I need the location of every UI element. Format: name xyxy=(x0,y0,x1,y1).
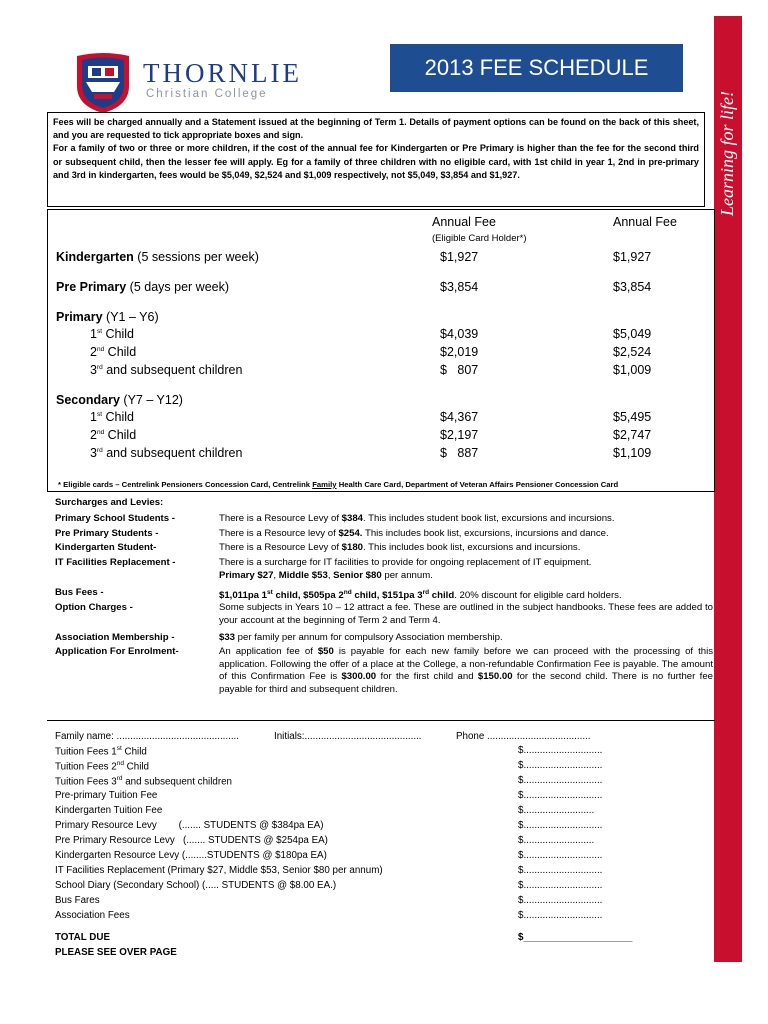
kinder-levy-text: There is a Resource Levy of $180. This includes book list, excursions and incursions. xyxy=(219,542,581,553)
school-subtitle: Christian College xyxy=(146,88,268,100)
primary-row-1: 1st Child xyxy=(90,327,134,341)
secondary-row-2: 2nd Child xyxy=(90,428,137,442)
kinder-tuition-amount[interactable]: $.......................... xyxy=(518,805,595,816)
tuition-2-amount[interactable]: $............................. xyxy=(518,760,603,771)
preprimary-levy-text: There is a Resource levy of $254. This includes book list, excursions, incursions and dance. xyxy=(219,528,609,539)
primary-levy-amount[interactable]: $............................. xyxy=(518,820,603,831)
primary-levy-label: Primary School Students - xyxy=(55,513,175,524)
secondary-note: (Y7 – Y12) xyxy=(123,393,183,407)
kinder-levy-form-label: Kindergarten Resource Levy (........STUDENTS @ $180pa EA) xyxy=(55,850,327,861)
primary-2-card-fee: $2,019 xyxy=(440,345,479,359)
primary-1-fee: $5,049 xyxy=(613,327,652,341)
association-label: Association Membership - xyxy=(55,632,175,643)
preprimary-levy-form-label: Pre Primary Resource Levy (....... STUDENTS @ $254pa EA) xyxy=(55,835,328,846)
kindergarten-row xyxy=(56,250,259,264)
kindergarten-note: (5 sessions per week) xyxy=(137,250,259,264)
family-name-field[interactable]: Family name: ............................................. xyxy=(55,731,240,742)
preprimary-tuition-label: Pre-primary Tuition Fee xyxy=(55,790,158,801)
eligible-cards-footnote: * Eligible cards – Centrelink Pensioners Concession Card, Centrelink Family Health Care Card, Department of Veteran Affairs Pensioner Concession Card xyxy=(58,480,619,489)
kindergarten-label: Kindergarten xyxy=(56,250,134,264)
secondary-3-card-fee: $ 887 xyxy=(440,446,479,460)
preprimary-note: (5 days per week) xyxy=(129,280,230,294)
initials-field[interactable]: Initials:........................................... xyxy=(274,731,422,742)
school-name: THORNLIE xyxy=(143,58,302,88)
it-replacement-label: IT Facilities Replacement (Primary $27, Middle $53, Senior $80 per annum) xyxy=(55,865,383,876)
surcharges-heading: Surcharges and Levies: xyxy=(55,497,164,508)
preprimary-card-fee: $3,854 xyxy=(440,280,479,294)
see-over-page: PLEASE SEE OVER PAGE xyxy=(55,947,177,958)
association-fees-amount[interactable]: $............................. xyxy=(518,910,603,921)
secondary-2-card-fee: $2,197 xyxy=(440,428,479,442)
primary-note: (Y1 – Y6) xyxy=(106,310,159,324)
secondary-row-3: 3rd and subsequent children xyxy=(90,446,243,460)
secondary-2-fee: $2,747 xyxy=(613,428,652,442)
school-diary-amount[interactable]: $............................. xyxy=(518,880,603,891)
primary-levy-form-label: Primary Resource Levy (....... STUDENTS @ $384pa EA) xyxy=(55,820,324,831)
side-slogan-text: Learning for life! xyxy=(717,91,737,216)
secondary-1-card-fee: $4,367 xyxy=(440,410,479,424)
tuition-2-label: Tuition Fees 2nd Child xyxy=(55,760,150,773)
kindergarten-card-fee: $1,927 xyxy=(440,250,479,264)
primary-3-card-fee: $ 807 xyxy=(440,363,479,377)
tuition-3-label: Tuition Fees 3rd and subsequent children xyxy=(55,775,232,788)
kindergarten-fee: $1,927 xyxy=(613,250,652,264)
primary-2-fee: $2,524 xyxy=(613,345,652,359)
phone-field[interactable]: Phone ...................................... xyxy=(456,731,591,742)
association-fees-label: Association Fees xyxy=(55,910,130,921)
preprimary-levy-amount[interactable]: $.......................... xyxy=(518,835,595,846)
kinder-levy-amount[interactable]: $............................. xyxy=(518,850,603,861)
secondary-row-1: 1st Child xyxy=(90,410,134,424)
preprimary-fee: $3,854 xyxy=(613,280,652,294)
section-divider xyxy=(47,720,715,721)
bus-fees-text: $1,011pa 1st child, $505pa 2nd child, $151pa 3rd child. 20% discount for eligible card holders. xyxy=(219,589,622,602)
bus-fares-label: Bus Fares xyxy=(55,895,100,906)
col2-header: Annual Fee xyxy=(613,215,677,229)
preprimary-levy-label: Pre Primary Students - xyxy=(55,528,159,539)
it-levy-text: There is a surcharge for IT facilities to provide for ongoing replacement of IT equipment. Primary $27, Middle $53, Senior $80 per annum. xyxy=(219,557,592,581)
page-title: 2013 FEE SCHEDULE xyxy=(390,44,683,92)
side-slogan xyxy=(714,16,742,226)
preprimary-tuition-amount[interactable]: $............................. xyxy=(518,790,603,801)
preprimary-label: Pre Primary xyxy=(56,280,127,294)
tuition-3-amount[interactable]: $............................. xyxy=(518,775,603,786)
primary-label: Primary xyxy=(56,310,103,324)
primary-row-2: 2nd Child xyxy=(90,345,137,359)
preprimary-row xyxy=(56,280,229,294)
intro-notice xyxy=(47,112,705,207)
primary-levy-text: There is a Resource Levy of $384. This includes student book list, excursions and incursions. xyxy=(219,513,615,524)
school-diary-label: School Diary (Secondary School) (..... STUDENTS @ $8.00 EA.) xyxy=(55,880,337,891)
application-text: An application fee of $50 is payable for each new family before we can proceed with the processing of this application. Following the offer of a place at the College, a non-refundable Confirmation Fee is payable. The amount of this Confirmation Fee is $300.00 for the first child and $150.00 for the second child. There is no further fee payable for third and subsequent children. xyxy=(219,646,713,695)
option-charges-label: Option Charges - xyxy=(55,602,133,613)
secondary-heading xyxy=(56,393,183,407)
bus-fees-label: Bus Fees - xyxy=(55,587,104,598)
secondary-1-fee: $5,495 xyxy=(613,410,652,424)
school-crest-logo xyxy=(74,52,132,114)
it-replacement-amount[interactable]: $............................. xyxy=(518,865,603,876)
col1-subheader: (Eligible Card Holder*) xyxy=(432,233,527,244)
primary-heading xyxy=(56,310,159,324)
tuition-1-amount[interactable]: $............................. xyxy=(518,745,603,756)
primary-1-card-fee: $4,039 xyxy=(440,327,479,341)
bus-fares-amount[interactable]: $............................. xyxy=(518,895,603,906)
tuition-1-label: Tuition Fees 1st Child xyxy=(55,745,147,758)
total-due-amount[interactable]: $____________________ xyxy=(518,932,633,943)
association-text: $33 per family per annum for compulsory Association membership. xyxy=(219,632,503,643)
intro-paragraph-1: Fees will be charged annually and a Statement issued at the beginning of Term 1. Details of payment options can be found on the back of this sheet, and you are requested to tick appropriate boxes and sign. xyxy=(53,117,699,141)
total-due-label: TOTAL DUE xyxy=(55,932,110,943)
primary-3-fee: $1,009 xyxy=(613,363,652,377)
kinder-tuition-label: Kindergarten Tuition Fee xyxy=(55,805,163,816)
application-label: Application For Enrolment- xyxy=(55,646,179,657)
primary-row-3: 3rd and subsequent children xyxy=(90,363,243,377)
option-charges-text: Some subjects in Years 10 – 12 attract a fee. These are outlined in the subject handbooks. These fees are added to your account at the beginning of Term 2 and Term 4. xyxy=(219,602,713,626)
secondary-3-fee: $1,109 xyxy=(613,446,652,460)
it-levy-label: IT Facilities Replacement - xyxy=(55,557,176,568)
intro-paragraph-2: For a family of two or three or more children, if the cost of the annual fee for Kindergarten or Pre Primary is higher than the fee for the second third or subsequent child, then the lesser fee will apply. Eg for a family of three children with no eligible card, with 1st child in year 1, 2nd in pre-primary and 3rd in kindergarten, fees would be $5,049, $2,524 and $1,009 respectively, not $5,049, $3,854 and $1,927. xyxy=(53,143,699,180)
secondary-label: Secondary xyxy=(56,393,120,407)
kinder-levy-label: Kindergarten Student- xyxy=(55,542,157,553)
fee-table xyxy=(47,209,715,492)
col1-header: Annual Fee xyxy=(432,215,496,229)
